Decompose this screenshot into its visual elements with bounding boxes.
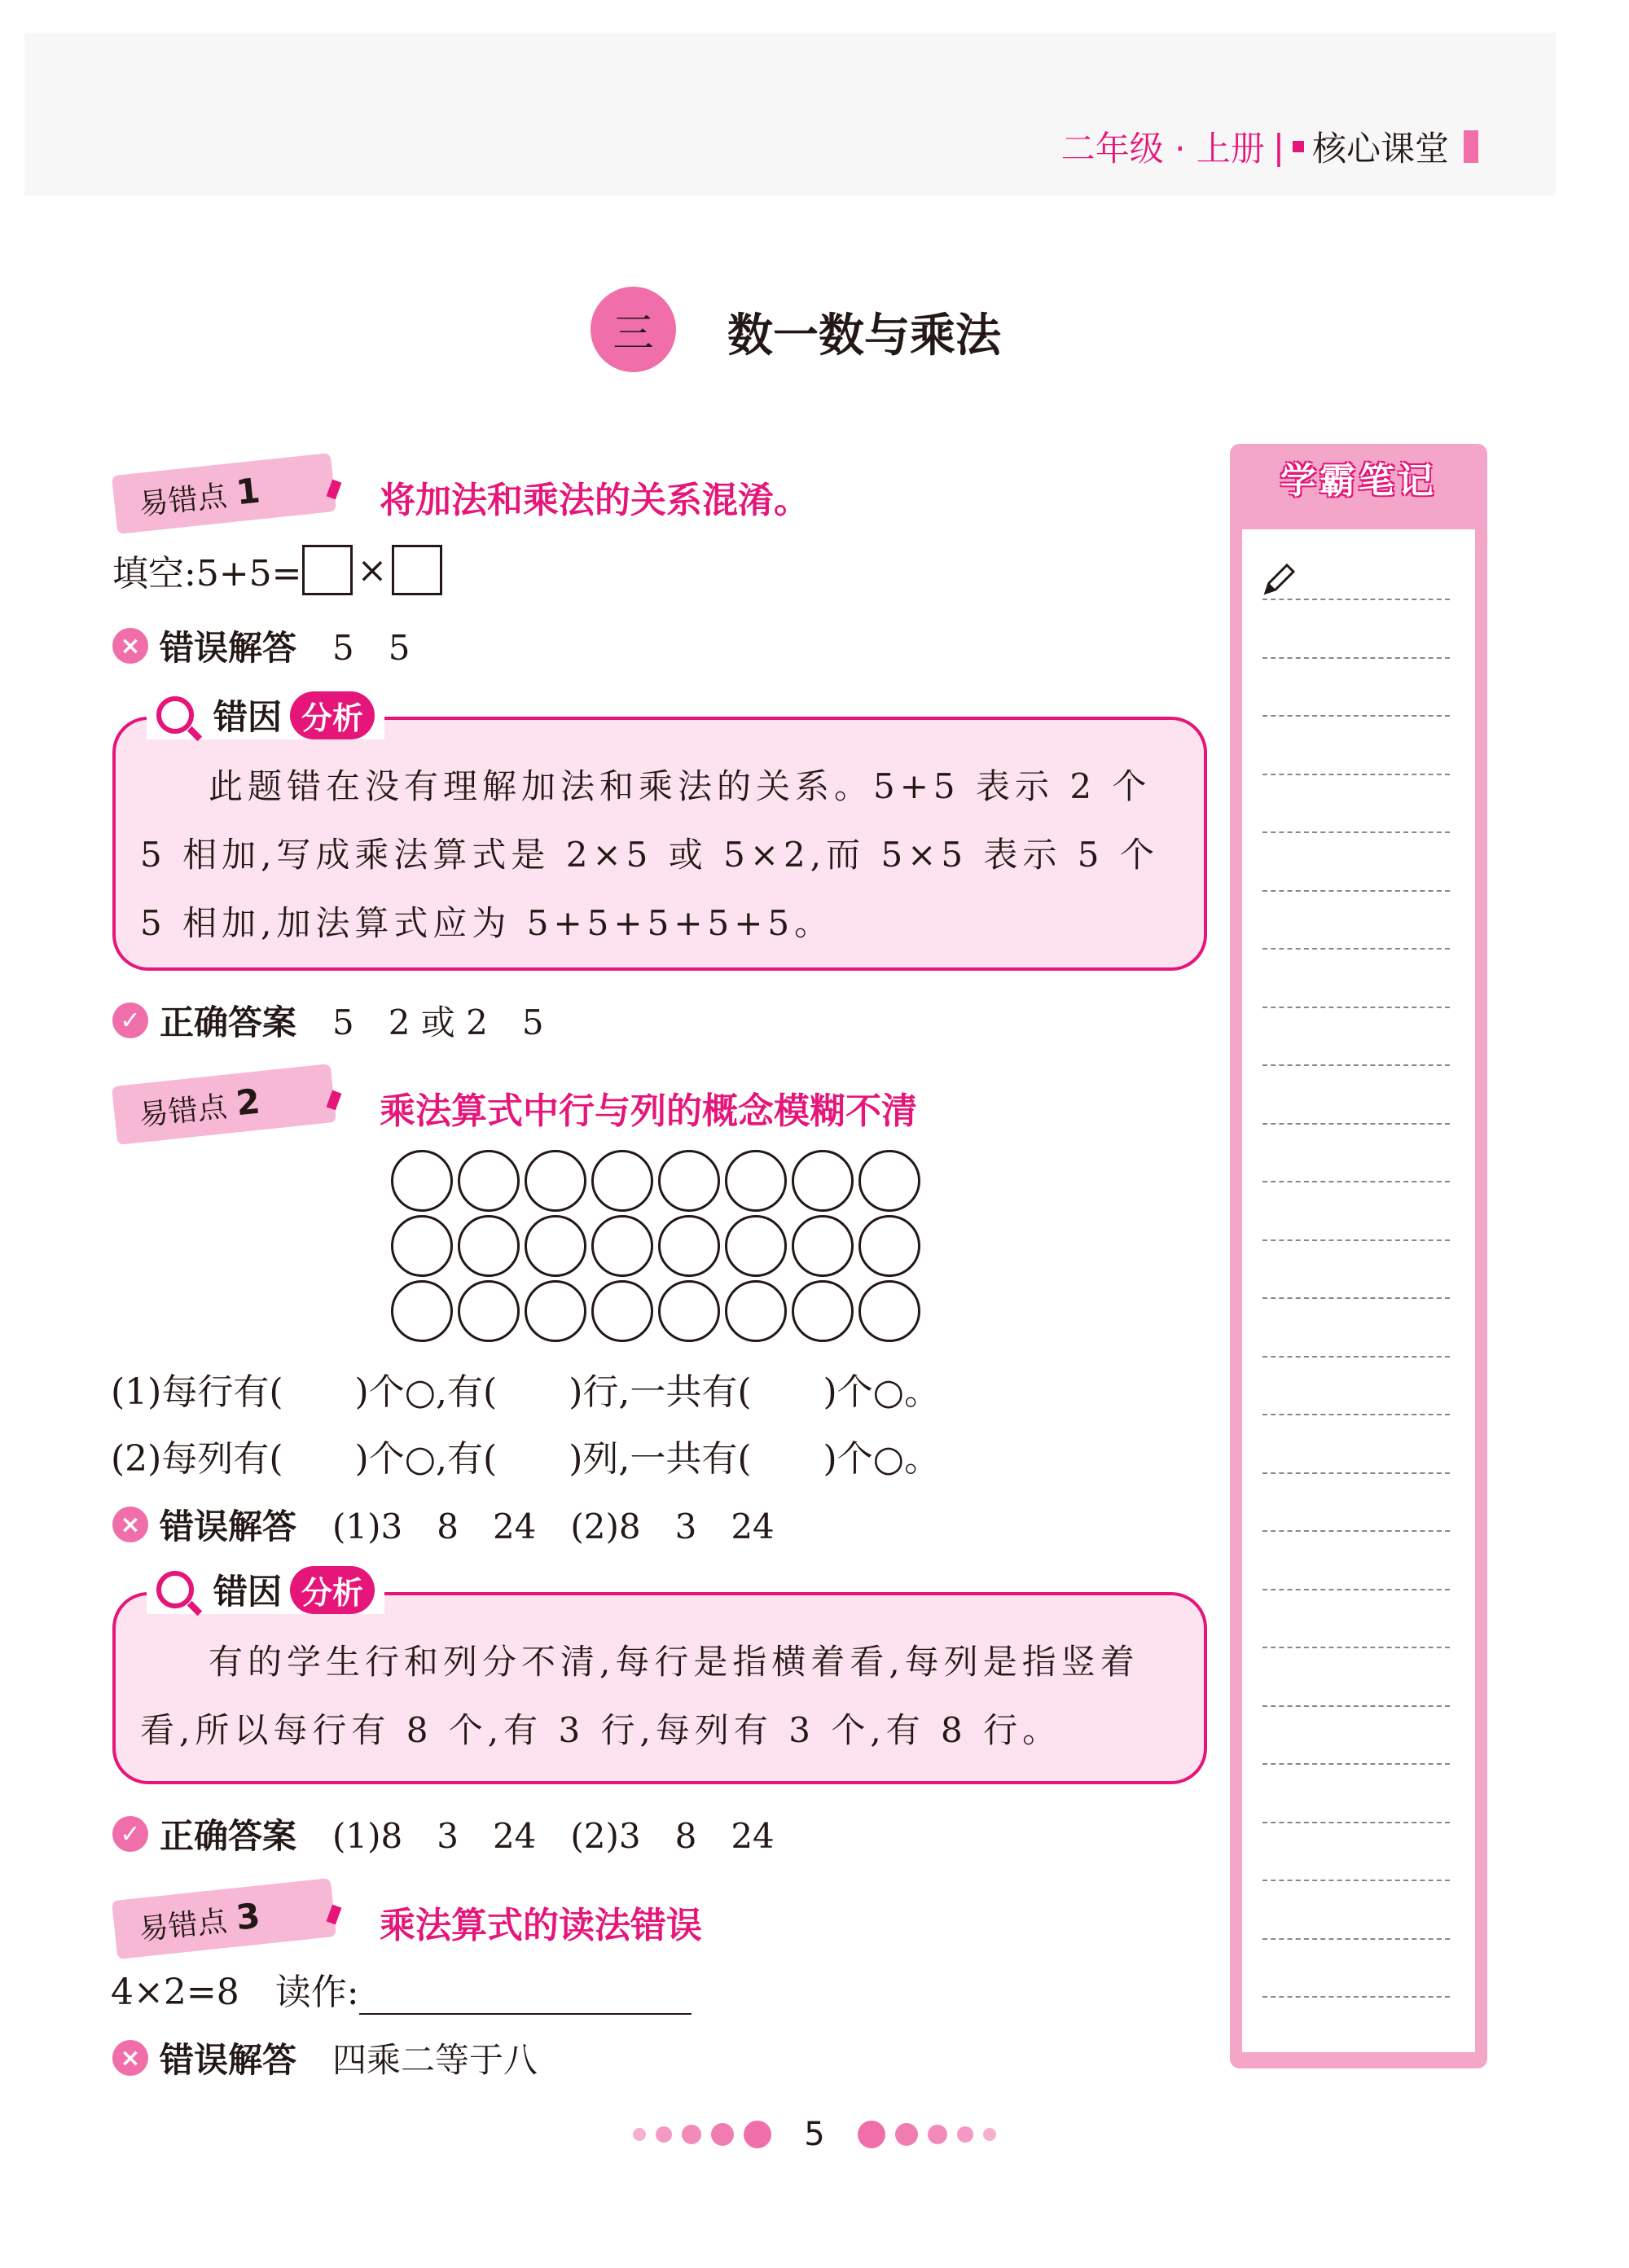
- circle: [525, 1215, 586, 1277]
- notes-title: 学霸笔记: [1280, 460, 1437, 502]
- dot-icon: [928, 2125, 947, 2144]
- answer-line[interactable]: [359, 1977, 692, 2015]
- note-line: [1262, 1763, 1450, 1765]
- running-header: [1061, 122, 1478, 171]
- note-line: [1262, 1123, 1450, 1125]
- correct-answer-value: 5 2 或 2 5: [332, 1002, 544, 1042]
- magnifier-icon: [156, 1571, 194, 1608]
- note-line: [1262, 1589, 1450, 1590]
- analysis-label: 错因: [213, 1572, 283, 1612]
- analysis-box-2: [112, 1592, 1207, 1784]
- circle: [591, 1150, 653, 1212]
- wrong-answer-value: (1)3 8 24 (2)8 3 24: [332, 1507, 775, 1546]
- circle: [391, 1215, 453, 1277]
- tag-prefix: 易错点: [137, 1904, 229, 1947]
- circle: [725, 1280, 787, 1342]
- circle-grid: [389, 1148, 924, 1344]
- answer-box[interactable]: [302, 545, 353, 595]
- check-mark-icon: ✓: [112, 1816, 148, 1852]
- notes-area: [1242, 529, 1475, 2052]
- dot-icon: [957, 2126, 973, 2143]
- circle: [658, 1150, 720, 1212]
- page-number: 5: [804, 2116, 825, 2153]
- analysis-box-1: [112, 717, 1207, 971]
- note-line: [1262, 1996, 1450, 1998]
- tag-number: 1: [234, 470, 262, 512]
- circle: [391, 1280, 453, 1342]
- header-course: 核心课堂: [1311, 129, 1449, 169]
- check-mark-icon: ✓: [112, 1002, 148, 1038]
- note-line: [1262, 1472, 1450, 1474]
- header-separator: |: [1272, 126, 1284, 167]
- dot-icon: [633, 2128, 646, 2141]
- wrong-answer-row-1: [112, 621, 410, 670]
- circle: [458, 1215, 520, 1277]
- correct-answer-label: 正确答案: [160, 1816, 297, 1856]
- chapter-number: 三: [591, 287, 676, 372]
- dot-icon: [983, 2128, 996, 2141]
- page-footer: [0, 2116, 1629, 2153]
- pencil-icon: [1261, 562, 1297, 598]
- error-point-tag-2: [112, 1064, 336, 1145]
- note-line: [1262, 1530, 1450, 1532]
- correct-answer-value: (1)8 3 24 (2)3 8 24: [332, 1816, 775, 1856]
- dot-icon: [711, 2123, 734, 2146]
- analysis-header-1: [147, 691, 384, 739]
- dot-icon: [682, 2125, 701, 2144]
- wrong-answer-label: 错误解答: [160, 2040, 297, 2080]
- correct-answer-label: 正确答案: [160, 1002, 297, 1042]
- note-line: [1262, 1414, 1450, 1415]
- wrong-answer-row-3: [112, 2033, 538, 2082]
- circle: [591, 1280, 653, 1342]
- note-line: [1262, 1297, 1450, 1299]
- wrong-answer-value: 四乘二等于八: [332, 2040, 538, 2080]
- dot-icon: [744, 2121, 771, 2148]
- wrong-mark-icon: ×: [112, 628, 148, 664]
- analysis-badge: 分析: [290, 1566, 375, 1614]
- tag-prefix: 易错点: [137, 479, 229, 522]
- question-1: [112, 544, 442, 596]
- circle: [725, 1150, 787, 1212]
- circle: [725, 1215, 787, 1277]
- circle: [525, 1280, 586, 1342]
- note-line: [1262, 774, 1450, 775]
- note-line: [1262, 1007, 1450, 1008]
- wrong-answer-value: 5 5: [332, 628, 411, 668]
- circle: [858, 1215, 920, 1277]
- circle: [792, 1215, 854, 1277]
- note-line: [1262, 599, 1450, 600]
- note-line: [1262, 1938, 1450, 1940]
- correct-answer-row-1: [112, 996, 544, 1045]
- wrong-mark-icon: ×: [112, 1507, 148, 1542]
- header-grade: 二年级 · 上册: [1060, 129, 1265, 169]
- analysis-badge: 分析: [290, 691, 375, 739]
- note-line: [1262, 1705, 1450, 1707]
- circle: [458, 1150, 520, 1212]
- chapter-title: 数一数与乘法: [727, 309, 1001, 362]
- dot-icon: [858, 2121, 885, 2148]
- question-3: [111, 1963, 692, 2015]
- dot-icon: [656, 2126, 672, 2143]
- note-line: [1262, 715, 1450, 717]
- note-line: [1262, 1822, 1450, 1823]
- error-point-tag-3: [112, 1878, 336, 1959]
- analysis-label: 错因: [213, 697, 283, 737]
- analysis-text-1: 此题错在没有理解加法和乘法的关系。5+5 表示 2 个 5 相加,写成乘法算式是 2×5 或 5×2,而 5×5 表示 5 个 5 相加,加法算式应为 5+5+5+5+5。: [140, 766, 1159, 943]
- circle: [792, 1150, 854, 1212]
- question-2-1: (1)每行有( )个○,有( )行,一共有( )个○。: [111, 1371, 941, 1413]
- analysis-header-2: [147, 1565, 384, 1614]
- answer-box[interactable]: [392, 545, 442, 595]
- circle: [658, 1280, 720, 1342]
- header-band: [24, 33, 1556, 195]
- note-line: [1262, 1181, 1450, 1182]
- times-sign: ×: [357, 549, 388, 591]
- tag-number: 3: [234, 1895, 262, 1937]
- error-point-tag-1: [112, 453, 336, 534]
- header-bar-icon: [1464, 130, 1478, 163]
- circle: [792, 1280, 854, 1342]
- circle: [658, 1215, 720, 1277]
- analysis-text-2: 有的学生行和列分不清,每行是指横着看,每列是指竖着看,所以每行有 8 个,有 3 行,每列有 3 个,有 8 行。: [140, 1642, 1139, 1750]
- tag-prefix: 易错点: [137, 1090, 229, 1133]
- wrong-answer-label: 错误解答: [160, 1507, 297, 1546]
- circle: [858, 1280, 920, 1342]
- note-line: [1262, 1356, 1450, 1358]
- wrong-mark-icon: ×: [112, 2040, 148, 2076]
- note-line: [1262, 657, 1450, 659]
- correct-answer-row-2: [112, 1810, 775, 1858]
- error-point-title-2: 乘法算式中行与列的概念模糊不清: [380, 1090, 917, 1132]
- circle: [458, 1280, 520, 1342]
- circle: [391, 1150, 453, 1212]
- note-line: [1262, 1647, 1450, 1648]
- question-1-text: 填空:5+5=: [112, 553, 302, 594]
- question-2-2: (2)每列有( )个○,有( )列,一共有( )个○。: [111, 1438, 941, 1480]
- note-line: [1262, 948, 1450, 950]
- tag-number: 2: [234, 1081, 262, 1123]
- note-line: [1262, 890, 1450, 892]
- note-line: [1262, 1880, 1450, 1881]
- header-square-icon: [1293, 141, 1304, 152]
- note-line: [1262, 1064, 1450, 1066]
- question-3-text: 4×2=8 读作:: [111, 1972, 359, 2013]
- circle: [858, 1150, 920, 1212]
- wrong-answer-label: 错误解答: [160, 628, 297, 668]
- magnifier-icon: [156, 696, 194, 734]
- wrong-answer-row-2: [112, 1500, 775, 1549]
- note-line: [1262, 831, 1450, 833]
- note-line: [1262, 1239, 1450, 1241]
- circle: [591, 1215, 653, 1277]
- error-point-title-3: 乘法算式的读法错误: [380, 1905, 702, 1946]
- error-point-title-1: 将加法和乘法的关系混淆。: [380, 480, 810, 521]
- dot-icon: [895, 2123, 918, 2146]
- circle: [525, 1150, 586, 1212]
